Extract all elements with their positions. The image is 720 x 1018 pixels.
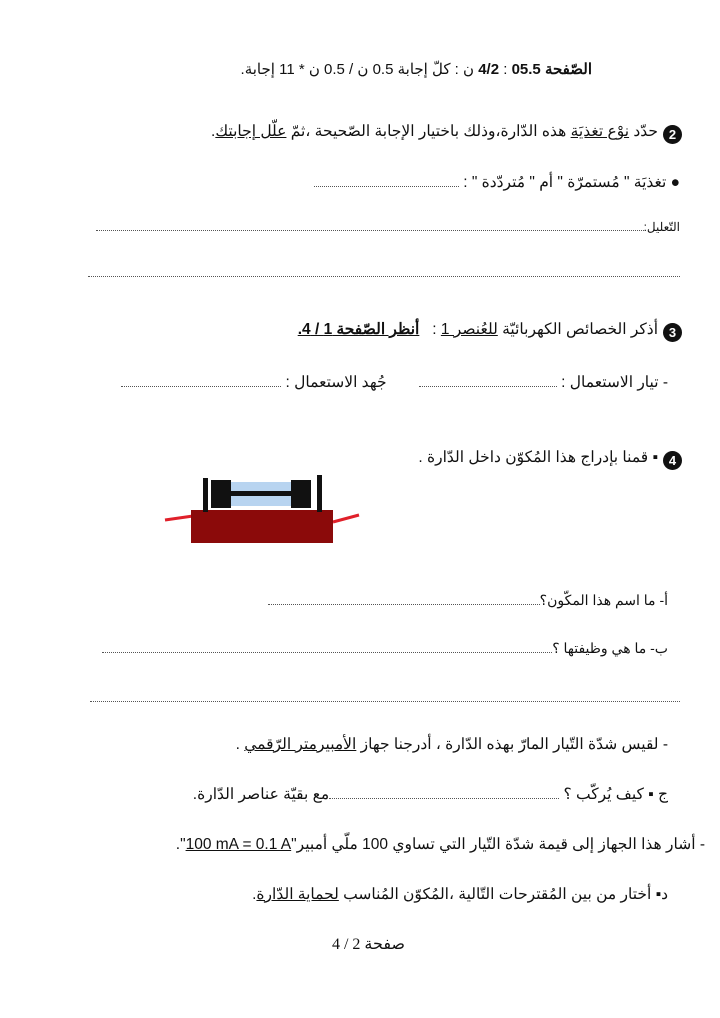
- q4-device-reading: [176, 834, 705, 856]
- q3-see-page: أنظر الصّفحة 1 / 4.: [297, 321, 420, 338]
- component-name-field[interactable]: [268, 590, 540, 605]
- q2-bullet: [314, 172, 680, 194]
- q2-text: هذه الدّارة،وذلك باختيار الإجابة الصّحيحة ،ثمّ: [286, 123, 571, 140]
- page-score-header: [241, 59, 592, 81]
- page-footer: صفحة 2 / 4: [331, 936, 405, 953]
- q2-underlined-type: نوْع تغذيَة: [570, 123, 630, 140]
- q4-b: [102, 637, 668, 659]
- q2-text: حدّد: [629, 123, 658, 140]
- q3-element: للعُنصر 1: [440, 321, 498, 338]
- q4-b-text: ب- ما هي وظيفتها ؟: [552, 640, 668, 656]
- question-3: [298, 319, 682, 342]
- justify-label: التّعليل:: [643, 220, 680, 234]
- answer-line[interactable]: [88, 275, 680, 277]
- q4-d-text: .: [252, 886, 257, 903]
- question-number-3: 3: [663, 323, 682, 342]
- header-sep: :: [499, 61, 512, 78]
- header-score: 05.5: [511, 61, 541, 78]
- measure-text: - لقيس شدّة التّيار المارّ بهذه الدّارة ، أدرجنا جهاز: [356, 736, 668, 753]
- measure-text: .: [235, 736, 245, 753]
- current-label: - تيار الاستعمال :: [561, 374, 668, 391]
- q2-underlined-justify: علّل إجابتك: [215, 123, 287, 140]
- header-label: الصّفحة: [544, 61, 592, 78]
- q2-bullet-text: تغذيَة " مُستمرّة " أم " مُتردّدة " :: [463, 174, 667, 191]
- q3-properties: [121, 372, 668, 394]
- q4-intro: ▪ قمنا بإدراج هذا المُكوّن داخل الدّارة .: [418, 449, 658, 466]
- protection-term: لحماية الدّارة: [256, 886, 339, 903]
- voltage-field[interactable]: [121, 372, 281, 387]
- justify-field[interactable]: [96, 216, 644, 231]
- question-number-4: 4: [663, 451, 682, 470]
- q4-a: [268, 589, 668, 611]
- q2-justify: [96, 216, 680, 238]
- bullet-icon: ●: [666, 174, 680, 191]
- device-text: - أشار هذا الجهاز إلى قيمة شدّة التّيار التي تساوي 100 ملّي أمبير": [291, 836, 705, 853]
- q4-d-text: د▪ أختار من بين المُقترحات التّالية ،المُكوّن المُناسب: [338, 886, 668, 903]
- ammeter-term: الأمبيرمتر الرّقمي: [244, 736, 357, 753]
- q4-c-text: ج ▪ كيف يُركّب ؟: [563, 786, 668, 803]
- q4-measure: [236, 734, 668, 756]
- q3-text: :: [419, 321, 441, 338]
- current-value: 100 mA = 0.1 A: [185, 836, 292, 853]
- answer-field[interactable]: [314, 172, 459, 187]
- header-page: 4/2: [478, 61, 500, 78]
- question-number-2: 2: [663, 125, 682, 144]
- header-rest: ن : كلّ إجابة 0.5 ن / 0.5 ن * 11 إجابة.: [240, 61, 479, 78]
- fuse-illustration: [163, 470, 363, 550]
- device-text: ".: [175, 836, 186, 853]
- q4-d: [252, 884, 668, 906]
- function-field[interactable]: [102, 638, 552, 653]
- q4-c-text: مع بقيّة عناصر الدّارة.: [192, 786, 330, 803]
- answer-line[interactable]: [90, 700, 680, 702]
- voltage-label: جُهد الاستعمال :: [285, 374, 387, 391]
- q2-text: .: [211, 123, 216, 140]
- q3-text: أذكر الخصائص الكهربائيّة: [497, 321, 658, 338]
- q4-c: [193, 784, 668, 806]
- connection-field[interactable]: [329, 784, 559, 799]
- question-2: [211, 121, 682, 144]
- question-4: [418, 447, 682, 470]
- q4-a-text: أ- ما اسم هذا المكّون؟: [539, 592, 668, 608]
- current-field[interactable]: [419, 372, 557, 387]
